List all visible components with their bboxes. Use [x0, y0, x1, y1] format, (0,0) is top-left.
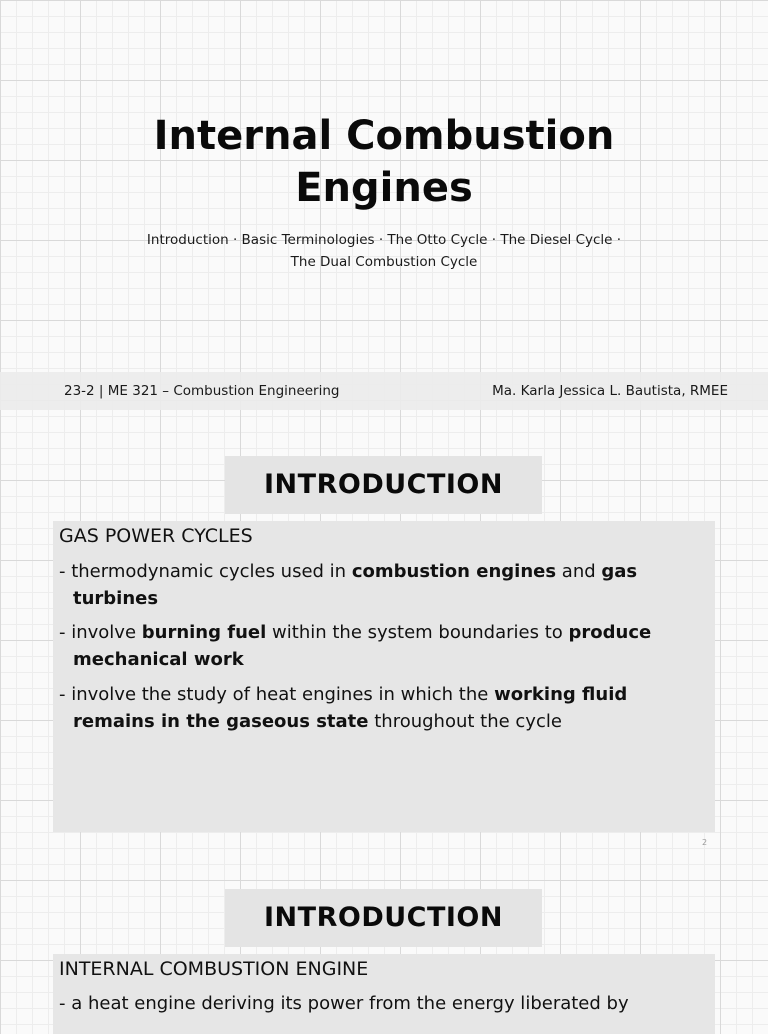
bullet-text: throughout the cycle: [368, 711, 562, 732]
content-box: [53, 521, 715, 832]
section-heading: INTRODUCTION: [225, 456, 542, 514]
box-heading: INTERNAL COMBUSTION ENGINE: [59, 958, 369, 980]
title-line-2: Engines: [295, 165, 473, 211]
bullet-text: and: [556, 561, 602, 582]
bullet-item: [59, 619, 709, 673]
title-line-1: Internal Combustion: [153, 113, 615, 159]
section-heading: INTRODUCTION: [225, 889, 542, 947]
topics-line-2: The Dual Combustion Cycle: [290, 254, 478, 270]
page-number: 2: [702, 838, 708, 847]
bullet-bold-text: burning fuel: [141, 622, 267, 643]
bullet-text: within the system boundaries to: [266, 622, 569, 643]
bullet-text: - a heat engine deriving its power from the energy liberated by: [59, 993, 629, 1014]
bullet-bold-text: combustion engines: [351, 561, 557, 582]
course-code: 23-2 | ME 321 – Combustion Engineering: [64, 383, 340, 399]
bullet-item: [59, 558, 709, 612]
bullet-item: [59, 990, 709, 1017]
document-title: [0, 110, 768, 214]
topics-line-1: Introduction · Basic Terminologies · The Otto Cycle · The Diesel Cycle ·: [146, 232, 622, 248]
bullet-text: - thermodynamic cycles used in: [59, 561, 352, 582]
bullet-item: [59, 681, 709, 735]
topics-list: [0, 229, 768, 273]
bullet-bold-text: working fluid remains in the gaseous state: [73, 684, 628, 732]
content-box: [53, 954, 715, 1034]
bullet-bold-text: produce mechanical work: [73, 622, 652, 670]
bullet-text: - involve: [59, 622, 142, 643]
box-heading: GAS POWER CYCLES: [59, 525, 253, 547]
bullet-bold-text: gas turbines: [73, 561, 638, 609]
bullet-text: - involve the study of heat engines in which the: [59, 684, 495, 705]
course-info-band: [0, 372, 768, 410]
instructor-name: Ma. Karla Jessica L. Bautista, RMEE: [492, 383, 728, 399]
